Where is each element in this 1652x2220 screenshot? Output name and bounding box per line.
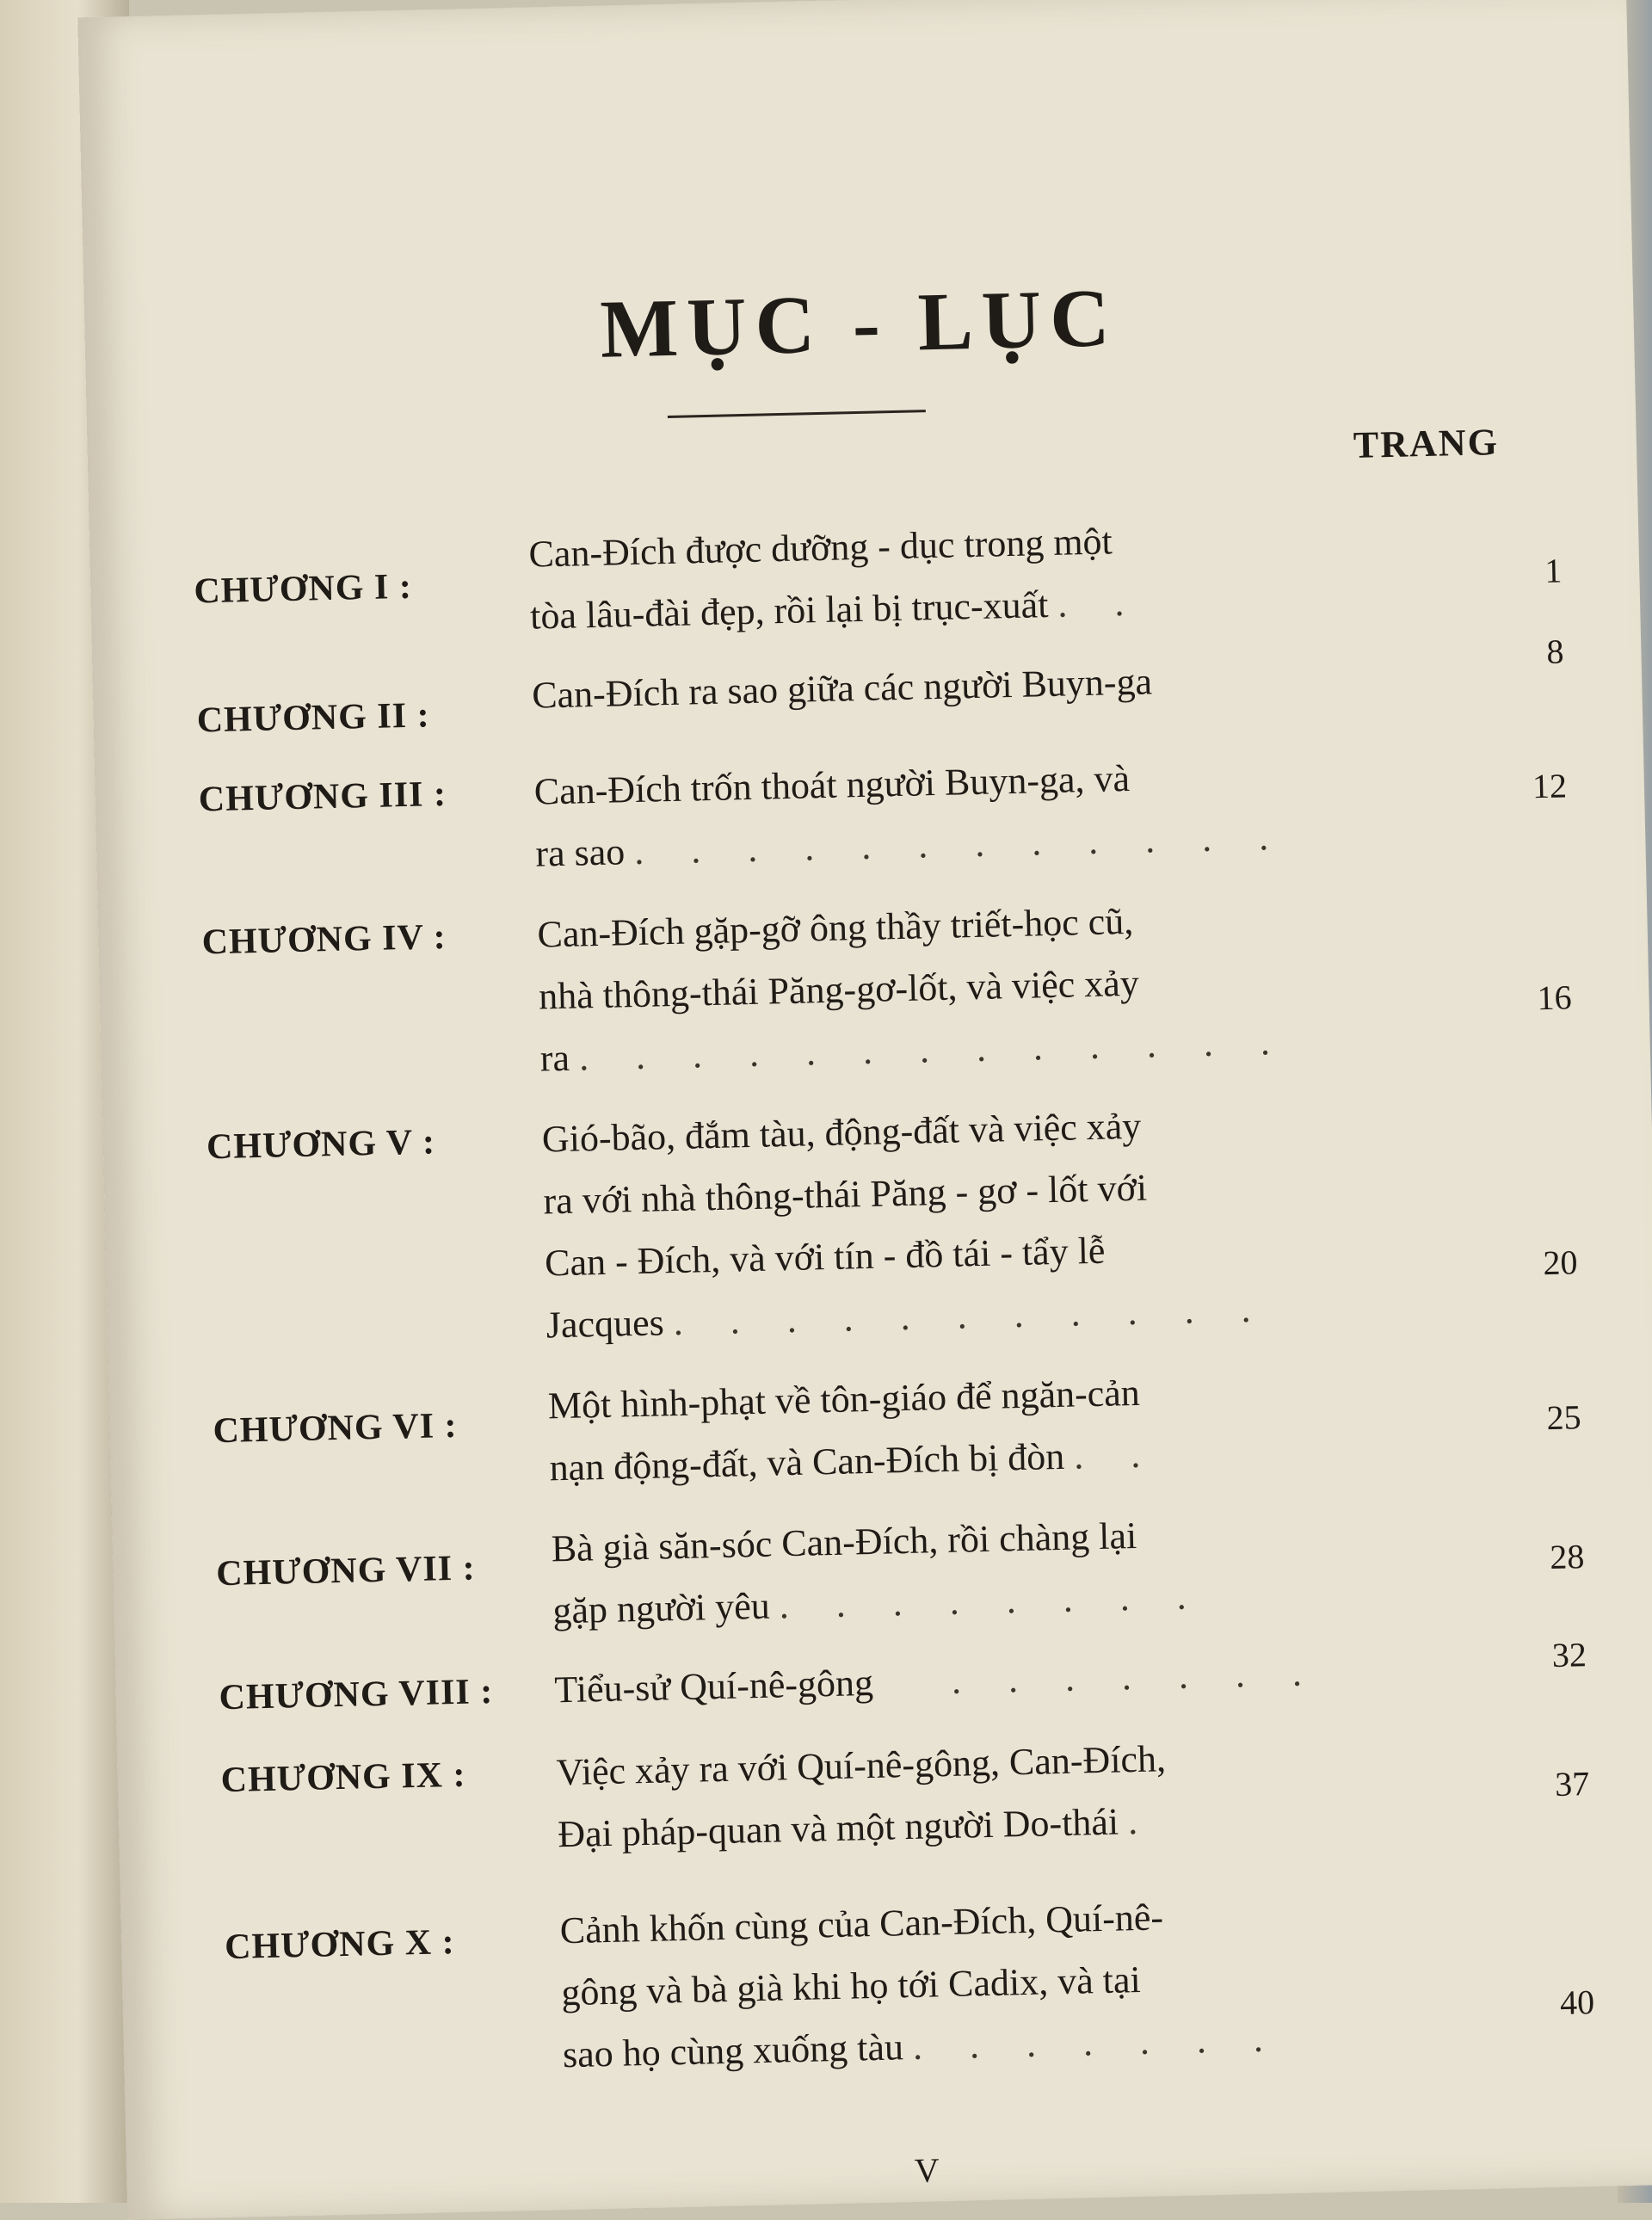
leader-dots: .: [1127, 1799, 1157, 1843]
chapter-label: CHƯƠNG III :: [198, 774, 447, 820]
chapter-title-line: nhà thông-thái Păng-gơ-lốt, và việc xảy: [538, 961, 1140, 1018]
chapter-title-line: Việc xảy ra với Quí-nê-gông, Can-Đích,: [556, 1737, 1167, 1794]
chapter-label: CHƯƠNG IX :: [220, 1754, 466, 1801]
chapter-title: [533, 741, 1439, 885]
page-folio: V: [914, 2150, 940, 2190]
chapter-label: CHƯƠNG II :: [196, 695, 431, 741]
chapter-title-line: Bà già săn-sóc Can-Đích, rồi chàng lại: [551, 1514, 1137, 1570]
chapter-title-line: nạn động-đất, và Can-Đích bị đòn . .: [549, 1433, 1160, 1489]
chapter-title-line: gặp người yêu . . . . . . . .: [552, 1575, 1206, 1632]
page-title: MỤC - LỤC: [599, 271, 1119, 375]
chapter-title: [541, 1088, 1450, 1357]
toc-entry: [198, 737, 1577, 892]
page-number: 16: [1537, 977, 1573, 1018]
page-number: 12: [1532, 766, 1568, 806]
chapter-title-line: sao họ cùng xuống tàu . . . . . . .: [562, 2017, 1283, 2076]
chapter-title-line: Tiểu-sử Quí-nê-gông . . . . . . .: [553, 1651, 1322, 1711]
chapter-title: [528, 503, 1434, 648]
page-number: 32: [1551, 1635, 1587, 1675]
chapter-title-line: Gió-bão, đắm tàu, động-đất và việc xảy: [541, 1104, 1142, 1161]
chapter-title-line: Một hình-phạt về tôn-giáo để ngăn-cản: [547, 1371, 1141, 1428]
chapter-title: [547, 1355, 1453, 1500]
toc-entry: [212, 1352, 1591, 1507]
chapter-title-line: Can-Đích được dưỡng - dục trong một: [527, 520, 1113, 576]
table-of-contents: [193, 500, 1605, 2094]
chapter-label: CHƯƠNG VI :: [213, 1405, 458, 1452]
page-number: 37: [1554, 1764, 1590, 1804]
toc-entry: [206, 1085, 1587, 1364]
chapter-title: [556, 1722, 1462, 1866]
chapter-label: CHƯƠNG VII :: [215, 1548, 477, 1594]
chapter-title: [531, 644, 1435, 727]
leader-dots: . . . . . . . . . . . . .: [578, 1020, 1290, 1079]
chapter-label: CHƯƠNG X :: [224, 1922, 456, 1968]
toc-entry: [224, 1877, 1604, 2094]
chapter-title-line: ra với nhà thông-thái Păng - gơ - lốt với: [543, 1166, 1148, 1223]
chapter-label: CHƯƠNG I :: [193, 566, 413, 612]
chapter-title: [551, 1498, 1457, 1643]
chapter-title: [559, 1879, 1467, 2086]
book-page: [77, 0, 1652, 2220]
chapter-title-line: ra . . . . . . . . . . . . .: [539, 1020, 1290, 1080]
leader-dots: . . . . . . . .: [779, 1575, 1206, 1627]
toc-entry: [193, 500, 1572, 655]
chapter-title-line: Can-Đích ra sao giữa các người Buyn-ga: [531, 660, 1153, 717]
chapter-title: [554, 1639, 1458, 1722]
chapter-title-line: Can-Đích trốn thoát người Buyn-ga, và: [533, 756, 1131, 813]
page-number: 8: [1545, 632, 1564, 671]
leader-dots: . . . . . . . . . . . .: [633, 815, 1288, 873]
chapter-title-line: Can-Đích gặp-gỡ ông thầy triết-học cũ,: [536, 899, 1134, 956]
title-underline: [668, 410, 926, 418]
chapter-title-line: tòa lâu-đài đẹp, rồi lại bị trục-xuất . .: [529, 581, 1143, 638]
page-number: 20: [1542, 1243, 1579, 1283]
leader-dots: . . . . . . .: [912, 2017, 1283, 2068]
page-column-header: TRANG: [1353, 421, 1500, 466]
toc-entry: [220, 1718, 1600, 1873]
chapter-title-line: Cảnh khốn cùng của Can-Đích, Quí-nê-: [559, 1896, 1164, 1952]
leader-dots: . . . . . . . . . . .: [673, 1287, 1271, 1344]
page-number: 28: [1549, 1537, 1585, 1577]
chapter-title-line: gông và bà già khi họ tới Cadix, và tại: [560, 1958, 1142, 2014]
chapter-title: [537, 884, 1445, 1090]
toc-entry: [215, 1495, 1594, 1650]
toc-entry: [201, 880, 1581, 1097]
toc-entry: [196, 632, 1575, 751]
chapter-label: CHƯƠNG IV :: [201, 916, 447, 963]
page-number: 40: [1559, 1983, 1595, 2022]
chapter-title-line: Can - Đích, và với tín - đồ tái - tẩy lễ: [544, 1229, 1106, 1285]
leader-dots: . .: [1057, 581, 1143, 626]
chapter-title-line: ra sao . . . . . . . . . . . .: [534, 815, 1288, 875]
chapter-label: CHƯƠNG V :: [206, 1122, 436, 1168]
leader-dots: . .: [1073, 1433, 1160, 1477]
chapter-label: CHƯƠNG VIII :: [219, 1671, 494, 1718]
page-number: 25: [1546, 1397, 1582, 1438]
chapter-title-line: Đại pháp-quan và một người Do-thái .: [557, 1799, 1157, 1856]
leader-dots: . . . . . . .: [951, 1651, 1322, 1702]
page-number: 1: [1544, 551, 1563, 590]
chapter-title-line: Jacques . . . . . . . . . . .: [546, 1287, 1271, 1347]
toc-entry: [219, 1636, 1596, 1729]
